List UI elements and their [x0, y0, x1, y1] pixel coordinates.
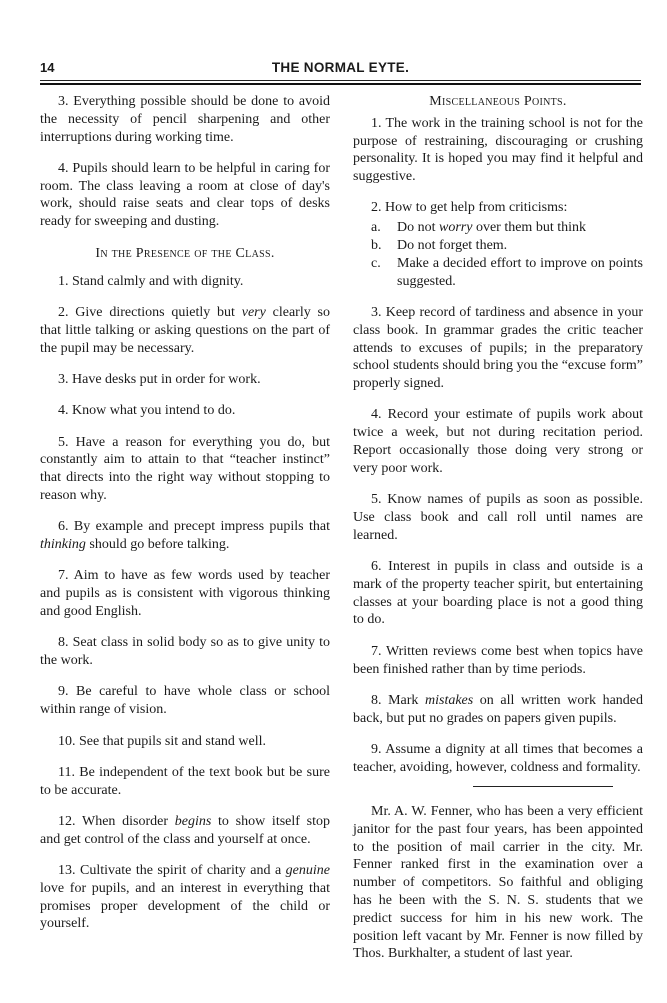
text-segment: 9. Be careful to have whole class or school within range of vision.: [40, 684, 330, 718]
presence-rule-item: [40, 402, 330, 420]
fenner-news-paragraph: Mr. A. W. Fenner, who has been a very efficient janitor for the past four years, has been appointed to the position of mail carrier in the city. Mr. Fenner ranked first in the examination over a number of competitors. So faithful and obliging has he been with the S. N. S. students that we predict success for him in his new work. The position left vacant by Mr. Fenner is now filled by Thos. Burkhalter, a student of last year.: [353, 804, 643, 962]
presence-rule-item: [40, 518, 330, 554]
misc-item: [353, 643, 643, 679]
text-segment: 8. Seat class in solid body so as to give unity to the work.: [40, 635, 330, 669]
italic-emphasis: mistakes: [425, 692, 474, 708]
journal-title: THE NORMAL EYTE.: [271, 60, 410, 75]
subitem-letter: a.: [371, 220, 381, 236]
presence-rule-item: [40, 434, 330, 505]
italic-emphasis: genuine: [285, 863, 330, 878]
text-segment: 11. Be independent of the text book but be sure to be accurate.: [40, 764, 330, 798]
misc-item: [353, 406, 643, 477]
text-segment: should go before talking.: [85, 537, 230, 553]
text-segment: on all written work handed back, but put no grades on papers given pupils.: [353, 692, 643, 726]
italic-emphasis: thinking: [40, 537, 86, 553]
subitem-letter: b.: [371, 238, 382, 254]
presence-rule-item: [40, 764, 330, 800]
text-segment: over them but think: [472, 220, 586, 236]
presence-rule-item: [40, 634, 330, 670]
text-segment: 4. Record your estimate of pupils work about twice a week, but not during recitation period. Report occasionally those doing very strong or very poor work.: [353, 407, 643, 476]
text-segment: love for pupils, and an interest in everything that promises proper development of the child or yourself.: [40, 880, 330, 932]
text-segment: 1. Stand calmly and with dignity.: [58, 273, 244, 289]
italic-emphasis: begins: [174, 813, 212, 829]
presence-rule-item: [40, 862, 330, 933]
criticism-subitem: [353, 255, 643, 291]
misc-item: [353, 558, 643, 629]
subitem-letter: c.: [371, 255, 381, 271]
criticism-subitem: [353, 219, 643, 237]
text-segment: Do not forget them.: [397, 238, 508, 254]
text-segment: 5. Know names of pupils as soon as possible. Use class book and call roll until names are learned.: [353, 492, 643, 543]
presence-rule-item: [40, 683, 330, 719]
text-segment: 6. Interest in pupils in class and outside is a mark of the property teacher spirit, but entertaining classes at your boarding place is not a good thing to do.: [353, 559, 643, 628]
misc-item-1: 1. The work in the training school is not for the purpose of restraining, discouraging or crushing personality. It is hoped you may find it helpful and suggestive.: [353, 115, 643, 185]
rule-item: [40, 93, 330, 146]
header-rule: [40, 80, 641, 85]
misc-item: [353, 491, 643, 544]
misc-item: [353, 304, 643, 393]
text-segment: 13. Cultivate the spirit of charity and a: [58, 863, 286, 878]
text-segment: Do not: [397, 220, 439, 236]
running-header: [40, 58, 641, 78]
presence-rule-item: [40, 304, 330, 357]
text-segment: 8. Mark: [371, 692, 425, 708]
presence-rule-item: [40, 813, 330, 849]
text-segment: 7. Aim to have as few words used by teacher and pupils as is consistent with vigorous thinking and good English.: [40, 568, 330, 620]
text-segment: 3. Have desks put in order for work.: [58, 372, 261, 388]
criticism-subitem: [353, 237, 643, 255]
misc-item-2: 2. How to get help from criticisms:: [371, 200, 568, 216]
text-segment: 7. Written reviews come best when topics have been finished rather than by time periods.: [353, 643, 643, 677]
text-segment: clearly so that little talking or asking questions on the part of the pupil may be necessary.: [40, 305, 330, 356]
text-segment: 3. Keep record of tardiness and absence in your class book. In grammar grades the critic teacher attends to excuses of pupils; in the preparatory school students should bring you the “excuse form” properly signed.: [353, 304, 643, 392]
text-segment: 3. Everything possible should be done to avoid the necessity of pencil sharpening and other interruptions during working time.: [40, 94, 330, 145]
text-segment: 5. Have a reason for everything you do, but constantly aim to attain to that “teacher instinct” that directs into the right way without stopping to reason why.: [40, 434, 330, 504]
italic-emphasis: very: [241, 305, 266, 321]
left-column: [40, 93, 330, 947]
text-segment: 4. Pupils should learn to be helpful in caring for room. The class leaving a room at close of day's work, should raise seats and clear tops of desks ready for sweeping and dusting.: [40, 160, 330, 230]
text-segment: 10. See that pupils sit and stand well.: [58, 733, 267, 749]
right-column: [353, 93, 643, 977]
text-segment: Make a decided effort to improve on points suggested.: [397, 255, 643, 289]
italic-emphasis: worry: [439, 220, 473, 236]
presence-rule-item: [40, 733, 330, 751]
misc-item: [353, 692, 643, 728]
presence-rule-item: [40, 371, 330, 389]
section-heading-presence: In the Presence of the Class.: [95, 246, 275, 262]
text-segment: 9. Assume a dignity at all times that becomes a teacher, avoiding, however, coldness and formality.: [353, 741, 643, 775]
section-divider: [473, 786, 613, 787]
text-segment: 4. Know what you intend to do.: [58, 403, 236, 419]
presence-rule-item: [40, 567, 330, 620]
text-segment: to show itself stop and get control of the class and yourself at once.: [40, 813, 330, 847]
misc-item: [353, 741, 643, 777]
text-segment: 6. By example and precept impress pupils that: [58, 519, 330, 535]
rule-item: [40, 160, 330, 231]
page-number: 14: [40, 60, 55, 75]
section-heading-misc: Miscellaneous Points.: [429, 94, 567, 109]
text-segment: 2. Give directions quietly but: [58, 305, 242, 321]
text-segment: 12. When disorder: [58, 813, 175, 829]
presence-rule-item: [40, 273, 330, 291]
